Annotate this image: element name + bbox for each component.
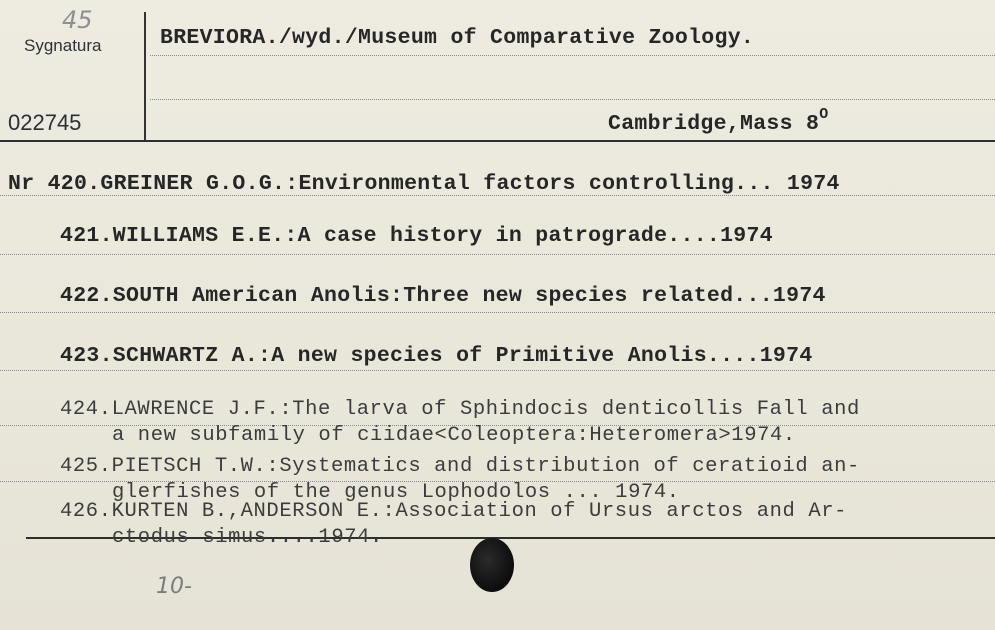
header-rule-1 [150,55,995,56]
entry-rule [0,254,995,255]
entry-423: 423.SCHWARTZ A.:A new species of Primitive Anolis....1974 [60,344,813,368]
place-line [608,106,829,136]
signature-label: Sygnatura [24,36,102,55]
entry-426-line-1: 426.KURTEN B.,ANDERSON E.:Association of Ursus arctos and Ar- [60,500,848,523]
header-divider-horizontal [0,140,995,142]
pencil-mark-top: 45 [62,6,93,34]
pencil-note-bottom: 10- [156,574,192,599]
entry-422: 422.SOUTH American Anolis:Three new species related...1974 [60,284,826,308]
entry-rule [0,195,995,196]
entry-425-line-2: glerfishes of the genus Lophodolos ... 1974. [112,481,680,504]
header-divider-vertical [144,12,146,140]
signature-number: 022745 [8,110,82,135]
publisher-line: BREVIORA./wyd./Museum of Comparative Zoology. [160,26,755,50]
punch-hole [470,538,514,592]
entry-424-line-2: a new subfamily of ciidae<Coleoptera:Heteromera>1974. [112,424,796,447]
entry-420: Nr 420.GREINER G.O.G.:Environmental factors controlling... 1974 [8,172,840,196]
entry-rule [0,312,995,313]
entry-426-line-2: ctodus simus....1974. [112,526,383,549]
header-rule-2 [150,99,995,100]
entry-rule [0,370,995,371]
place-text: Cambridge,Mass 8 [608,112,820,136]
entry-424-line-1: 424.LAWRENCE J.F.:The larva of Sphindocis denticollis Fall and [60,398,860,421]
entry-421: 421.WILLIAMS E.E.:A case history in patrograde....1974 [60,224,773,248]
entry-425-line-1: 425.PIETSCH T.W.:Systematics and distribution of ceratioid an- [60,455,860,478]
place-superscript: O [819,106,829,123]
